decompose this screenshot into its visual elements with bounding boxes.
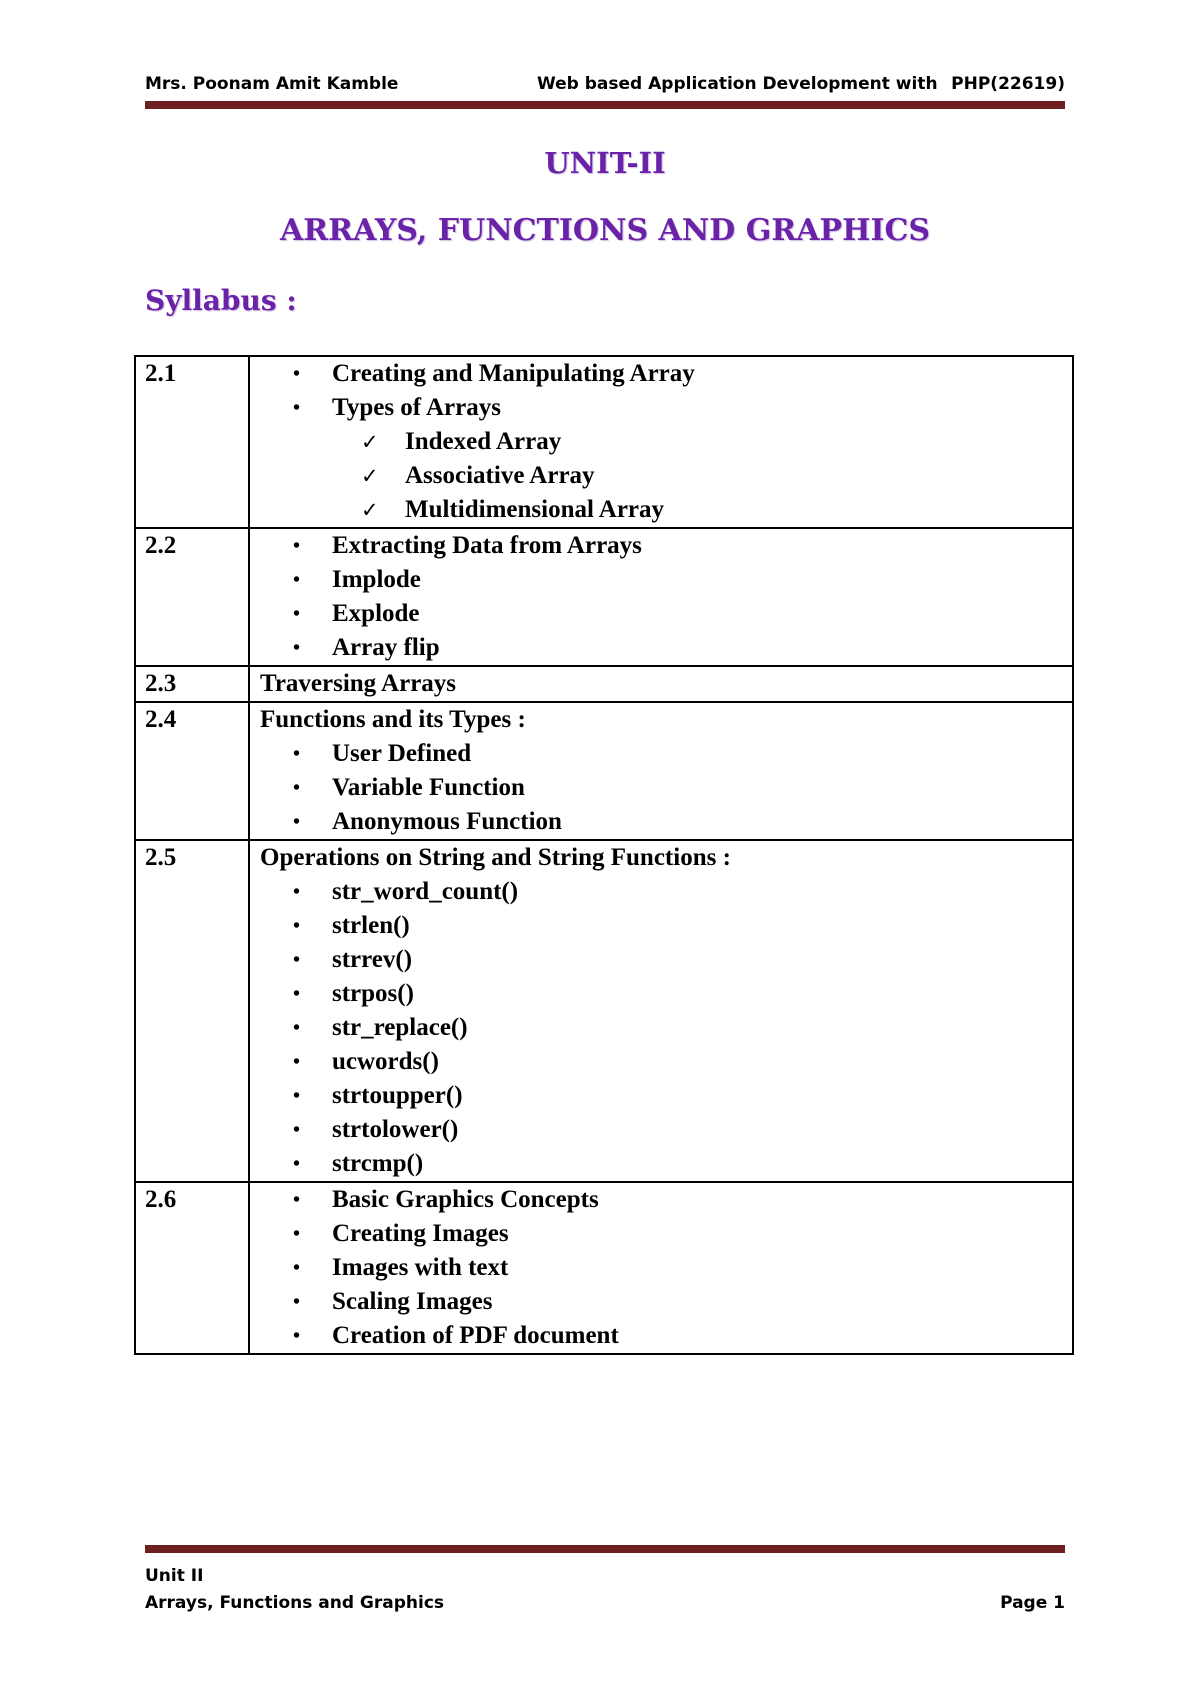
topic-list bbox=[260, 737, 1072, 839]
table-row bbox=[135, 528, 1073, 666]
bullet-list-item: • ucwords() bbox=[288, 1045, 1072, 1079]
header-course-code: PHP(22619) bbox=[951, 74, 1065, 94]
bullet-list-item: • Explode bbox=[288, 597, 1072, 631]
footer-title: Arrays, Functions and Graphics bbox=[145, 1593, 445, 1613]
bullet-list-item: • strlen() bbox=[288, 909, 1072, 943]
topic-content bbox=[249, 840, 1073, 1182]
topic-list bbox=[260, 529, 1072, 665]
topic-heading: Traversing Arrays bbox=[260, 670, 457, 697]
bullet-list-item: • Basic Graphics Concepts bbox=[288, 1183, 1072, 1217]
bullet-list-item: • Creation of PDF document bbox=[288, 1319, 1072, 1353]
page-footer bbox=[145, 1563, 1065, 1617]
checkmark-list-item: ✓ Associative Array bbox=[288, 459, 1072, 493]
checkmark-list-item: ✓ Indexed Array bbox=[288, 425, 1072, 459]
footer-unit: Unit II bbox=[145, 1566, 204, 1586]
header-author: Mrs. Poonam Amit Kamble bbox=[145, 74, 399, 94]
bullet-list-item: • Creating and Manipulating Array bbox=[288, 357, 1072, 391]
bullet-list-item: • Scaling Images bbox=[288, 1285, 1072, 1319]
bullet-list-item: • Anonymous Function bbox=[288, 805, 1072, 839]
topic-list bbox=[260, 875, 1072, 1181]
header-rule bbox=[145, 101, 1065, 109]
topic-list bbox=[260, 357, 1072, 527]
topic-content bbox=[249, 702, 1073, 840]
topic-heading: Operations on String and String Functions : bbox=[260, 844, 731, 871]
bullet-list-item: • str_replace() bbox=[288, 1011, 1072, 1045]
bullet-list-item: • User Defined bbox=[288, 737, 1072, 771]
checkmark-list-item: ✓ Multidimensional Array bbox=[288, 493, 1072, 527]
topic-number: 2.3 bbox=[135, 666, 249, 702]
topic-number: 2.6 bbox=[135, 1182, 249, 1354]
unit-title: UNIT-II bbox=[544, 146, 666, 180]
table-row bbox=[135, 1182, 1073, 1354]
topic-list bbox=[260, 1183, 1072, 1353]
bullet-list-item: • Extracting Data from Arrays bbox=[288, 529, 1072, 563]
bullet-list-item: • Images with text bbox=[288, 1251, 1072, 1285]
footer-rule bbox=[145, 1545, 1065, 1553]
bullet-list-item: • Variable Function bbox=[288, 771, 1072, 805]
topic-heading: Functions and its Types : bbox=[260, 706, 526, 733]
bullet-list-item: • strpos() bbox=[288, 977, 1072, 1011]
topic-number: 2.5 bbox=[135, 840, 249, 1182]
topic-content bbox=[249, 666, 1073, 702]
topic-content bbox=[249, 356, 1073, 528]
bullet-list-item: • Creating Images bbox=[288, 1217, 1072, 1251]
topic-number: 2.1 bbox=[135, 356, 249, 528]
table-row bbox=[135, 356, 1073, 528]
bullet-list-item: • Array flip bbox=[288, 631, 1072, 665]
unit-subtitle: ARRAYS, FUNCTIONS AND GRAPHICS bbox=[279, 213, 931, 248]
bullet-list-item: • strcmp() bbox=[288, 1147, 1072, 1181]
bullet-list-item: • strtoupper() bbox=[288, 1079, 1072, 1113]
bullet-list-item: • strtolower() bbox=[288, 1113, 1072, 1147]
bullet-list-item: • strrev() bbox=[288, 943, 1072, 977]
topic-content bbox=[249, 1182, 1073, 1354]
topic-content bbox=[249, 528, 1073, 666]
bullet-list-item: • Implode bbox=[288, 563, 1072, 597]
table-row bbox=[135, 666, 1073, 702]
topic-number: 2.2 bbox=[135, 528, 249, 666]
table-row bbox=[135, 702, 1073, 840]
page-number: Page 1 bbox=[1000, 1593, 1065, 1613]
table-row bbox=[135, 840, 1073, 1182]
bullet-list-item: • str_word_count() bbox=[288, 875, 1072, 909]
syllabus-heading: Syllabus : bbox=[145, 284, 297, 317]
syllabus-table bbox=[134, 355, 1074, 1355]
header-course: Web based Application Development with bbox=[537, 74, 938, 94]
topic-number: 2.4 bbox=[135, 702, 249, 840]
bullet-list-item: • Types of Arrays bbox=[288, 391, 1072, 425]
